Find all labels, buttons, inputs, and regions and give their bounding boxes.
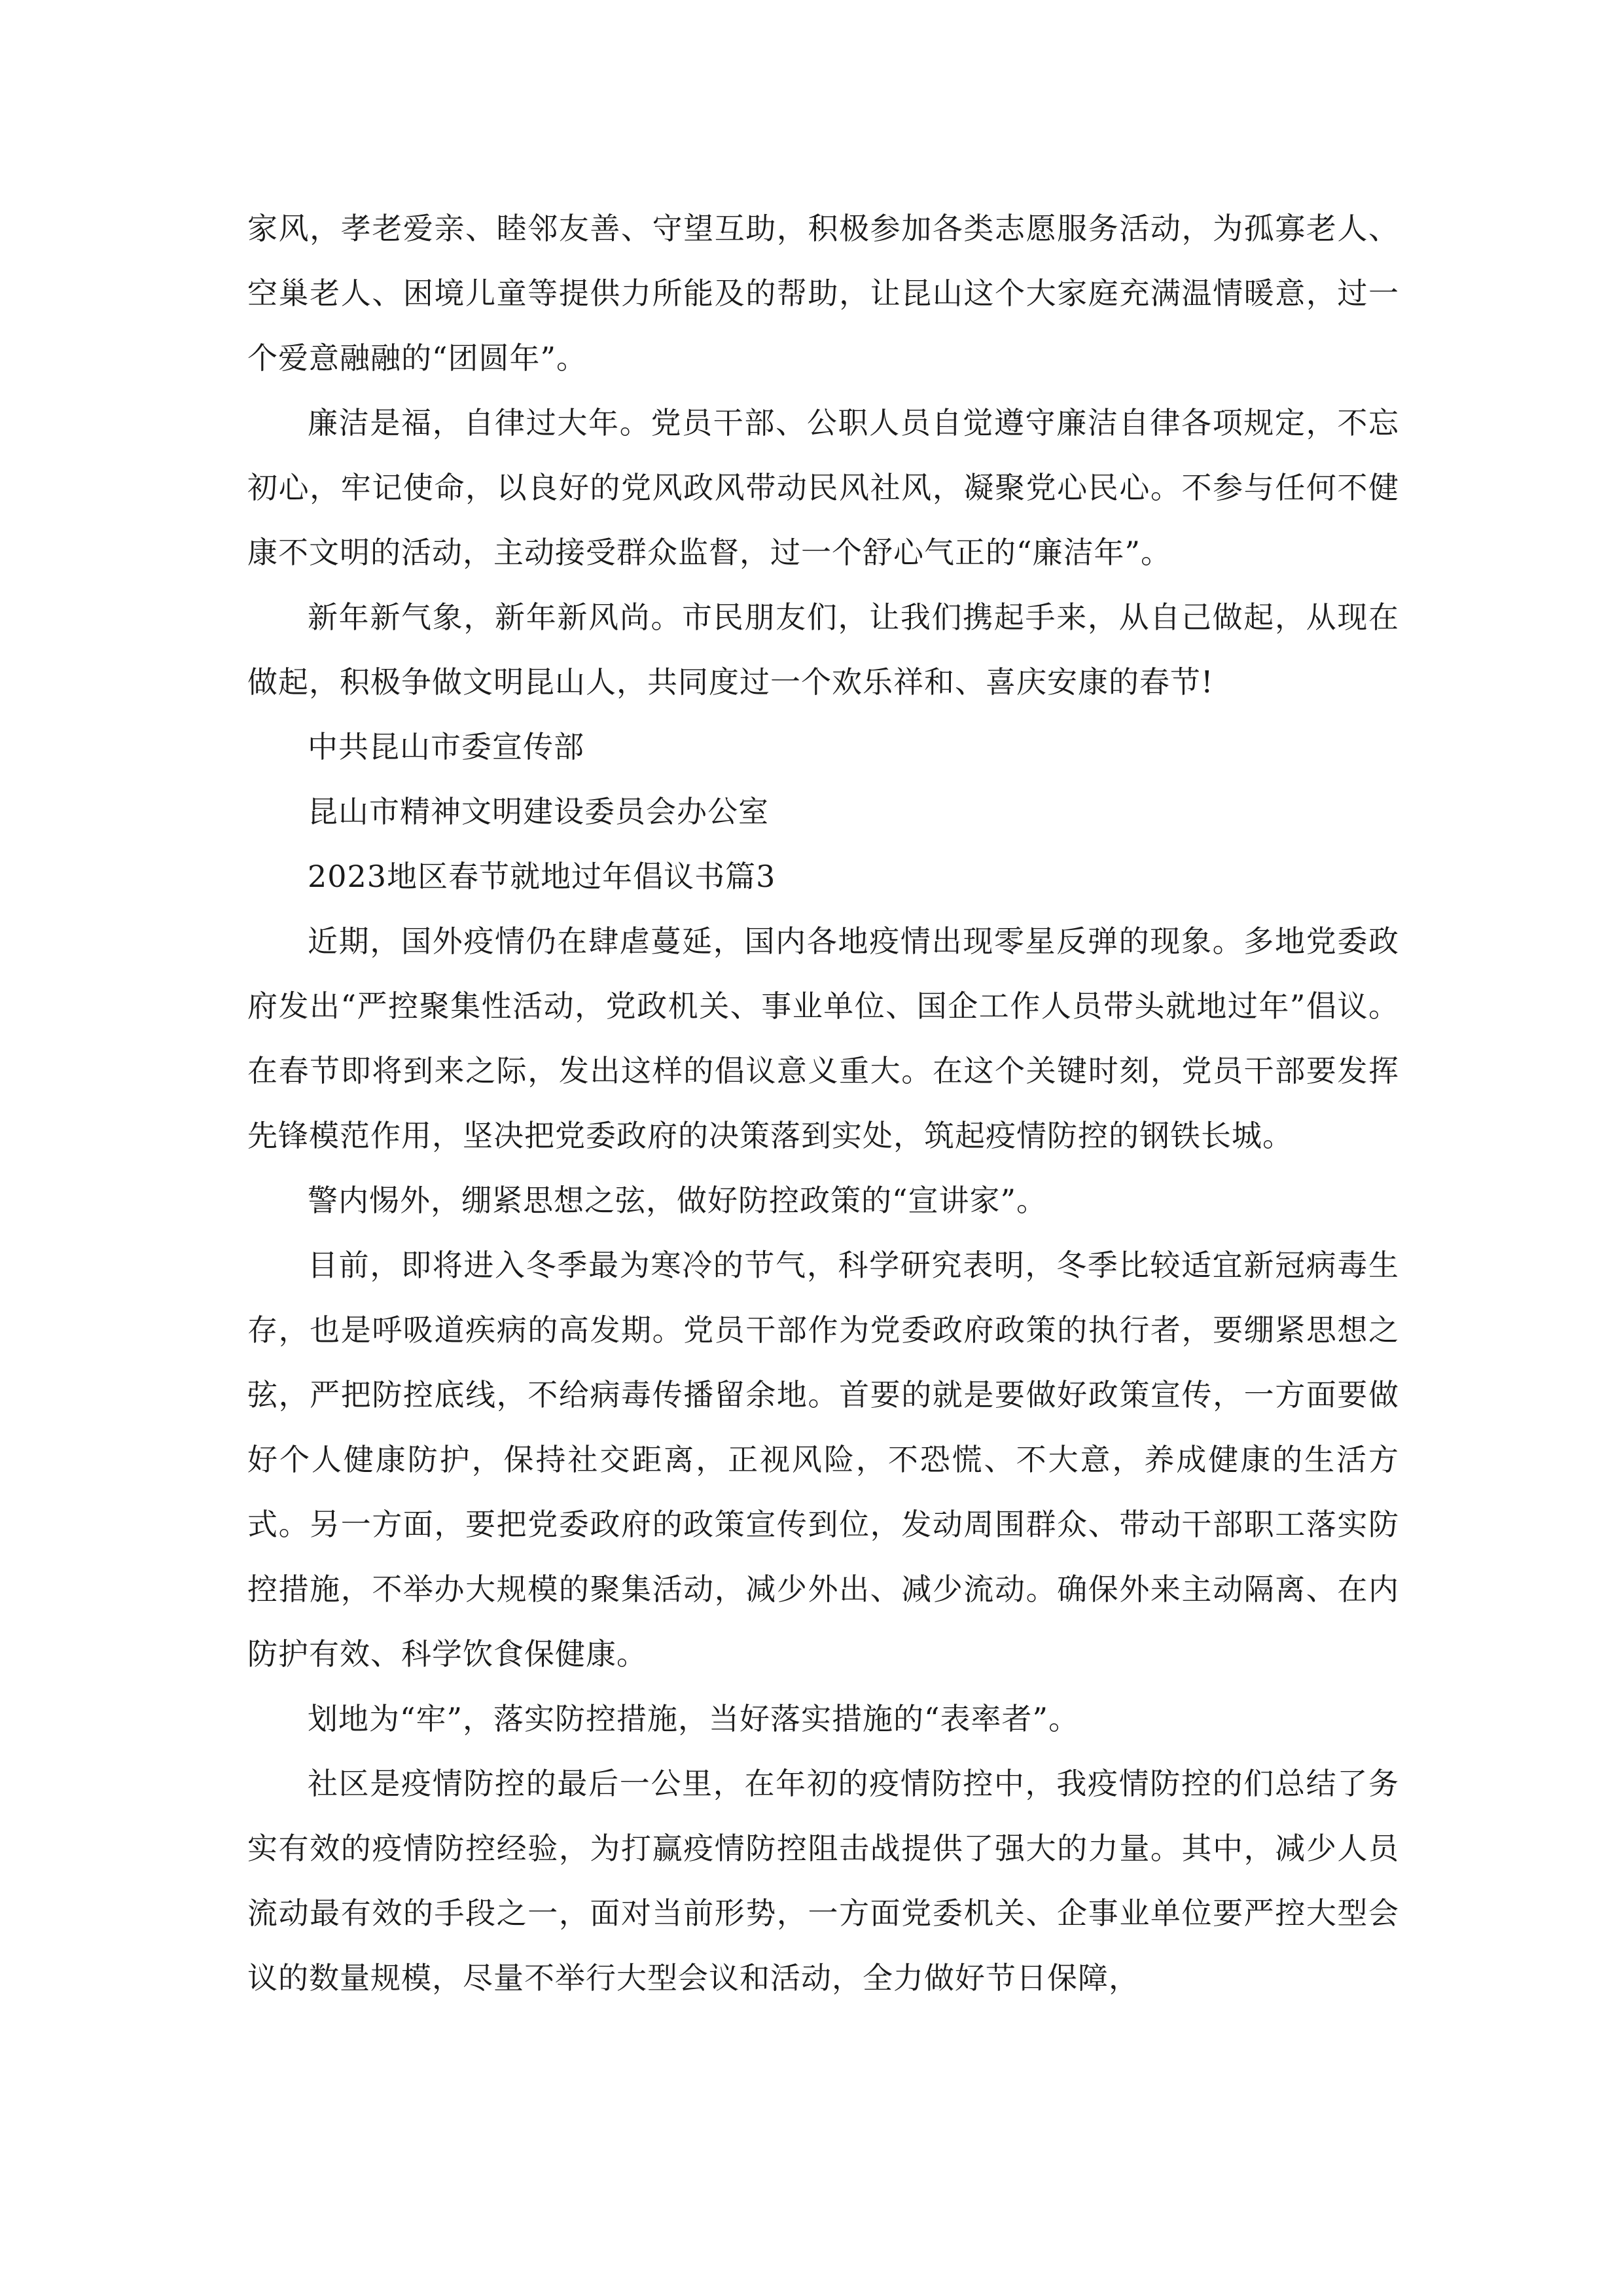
paragraph-integrity: 廉洁是福，自律过大年。党员干部、公职人员自觉遵守廉洁自律各项规定，不忘初心，牢记使命，以良好的党风政风带动民风社风，凝聚党心民心。不参与任何不健康不文明的活动，主动接受群众监督，过一个舒心气正的“廉洁年”。 (247, 405, 1399, 570)
signature-propaganda-department: 中共昆山市委宣传部 (308, 729, 584, 764)
section-title: 2023地区春节就地过年倡议书篇3 (308, 859, 776, 894)
subheading-policy-advocate: 警内惕外，绷紧思想之弦，做好防控政策的“宣讲家”。 (308, 1183, 1048, 1218)
paragraph-epidemic-situation: 近期，国外疫情仍在肆虐蔓延，国内各地疫情出现零星反弹的现象。多地党委政府发出“严控聚集性活动，党政机关、事业单位、国企工作人员带头就地过年”倡议。在春节即将到来之际，发出这样的倡议意义重大。在这个关键时刻，党员干部要发挥先锋模范作用，坚决把党委政府的决策落到实处，筑起疫情防控的钢铁长城。 (247, 924, 1399, 1153)
paragraph-community-control: 社区是疫情防控的最后一公里，在年初的疫情防控中，我疫情防控的们总结了务实有效的疫情防控经验，为打赢疫情防控阻击战提供了强大的力量。其中，减少人员流动最有效的手段之一，面对当前形势，一方面党委机关、企事业单位要严控大型会议的数量规模，尽量不举行大型会议和活动，全力做好节日保障， (247, 1766, 1399, 1996)
signature-civilization-office: 昆山市精神文明建设委员会办公室 (308, 794, 769, 829)
paragraph-family-style: 家风，孝老爱亲、睦邻友善、守望互助，积极参加各类志愿服务活动，为孤寡老人、空巢老人、困境儿童等提供力所能及的帮助，让昆山这个大家庭充满温情暖意，过一个爱意融融的“团圆年”。 (247, 211, 1399, 376)
document-body (247, 196, 1399, 2011)
paragraph-new-year: 新年新气象，新年新风尚。市民朋友们，让我们携起手来，从自己做起，从现在做起，积极争做文明昆山人，共同度过一个欢乐祥和、喜庆安康的春节! (247, 600, 1399, 700)
paragraph-winter-prevention: 目前，即将进入冬季最为寒冷的节气，科学研究表明，冬季比较适宜新冠病毒生存，也是呼吸道疾病的高发期。党员干部作为党委政府政策的执行者，要绷紧思想之弦，严把防控底线，不给病毒传播留余地。首要的就是要做好政策宣传，一方面要做好个人健康防护，保持社交距离，正视风险，不恐慌、不大意，养成健康的生活方式。另一方面，要把党委政府的政策宣传到位，发动周围群众、带动干部职工落实防控措施，不举办大规模的聚集活动，减少外出、减少流动。确保外来主动隔离、在内防护有效、科学饮食保健康。 (247, 1247, 1399, 1672)
subheading-role-model: 划地为“牢”，落实防控措施，当好落实措施的“表率者”。 (308, 1701, 1080, 1736)
